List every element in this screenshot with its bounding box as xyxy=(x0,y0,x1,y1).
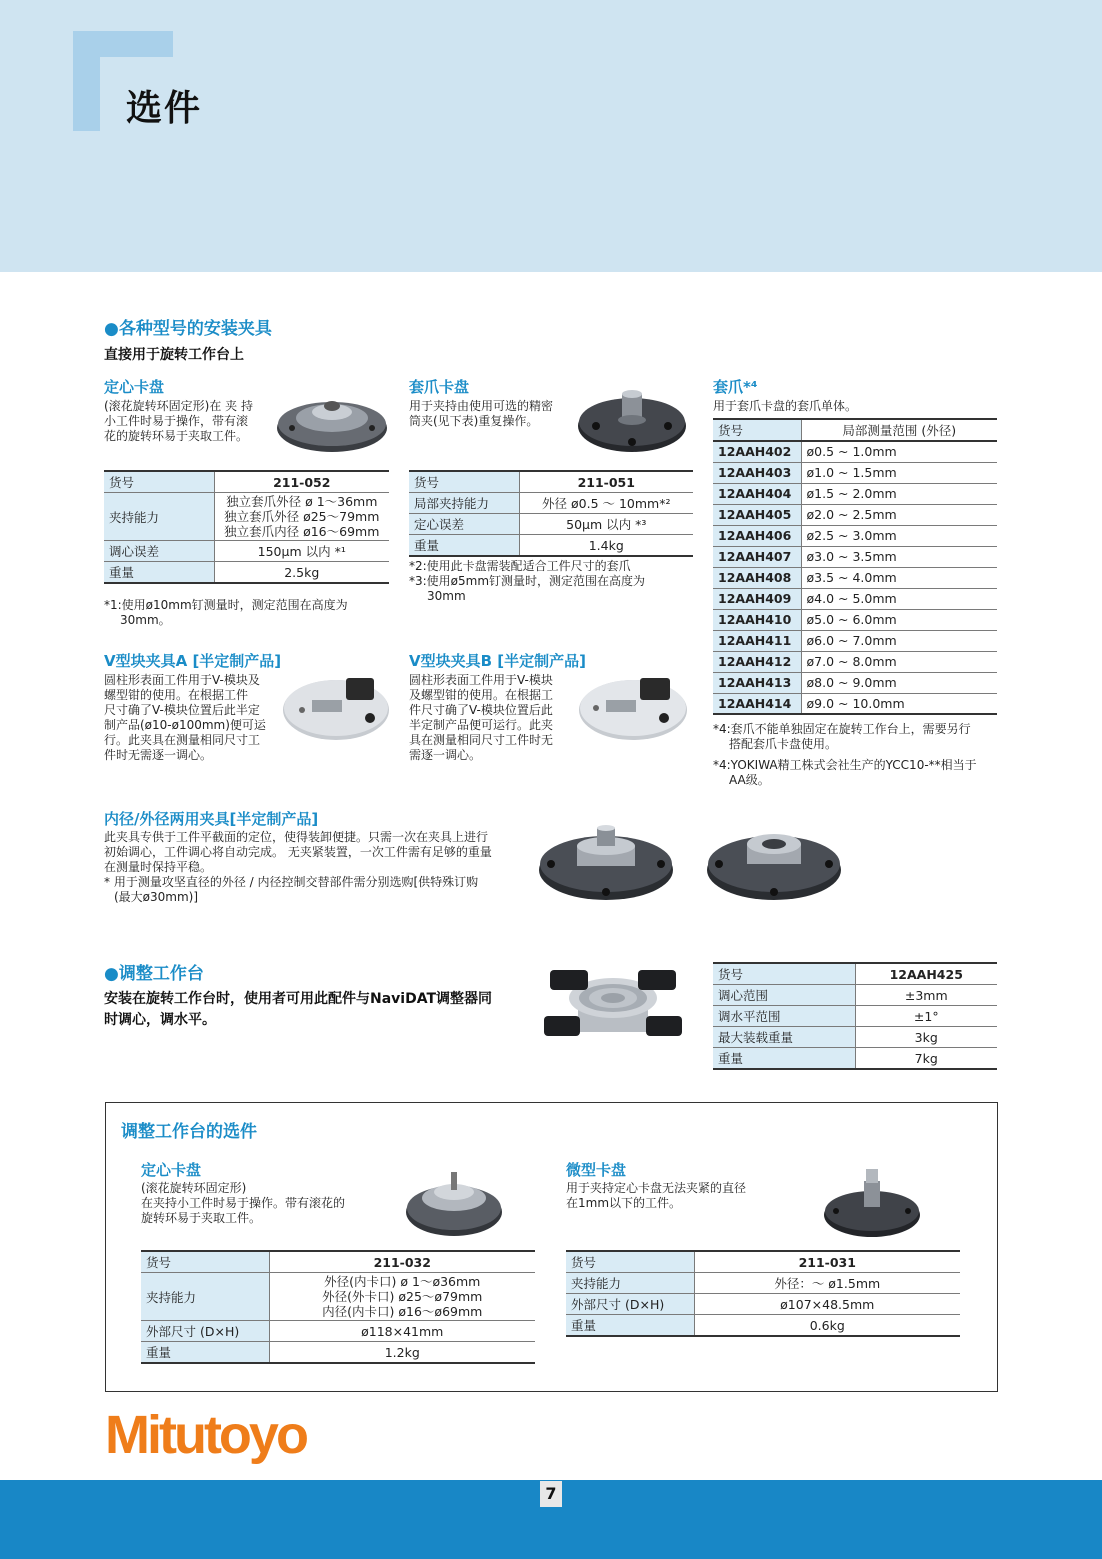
header-corner-mark-vertical xyxy=(73,31,100,131)
collet-row xyxy=(713,693,997,714)
product-code: 211-032 xyxy=(269,1251,535,1273)
collet-code: 12AAH408 xyxy=(713,567,801,588)
opt-centering-chuck-photo xyxy=(404,1168,504,1240)
collet-range: ø3.0 ~ 3.5mm xyxy=(801,546,997,567)
dual-jig-desc: 此夹具专供于工件平截面的定位，使得装卸便捷。只需一次在夹具上进行 初始调心，工件调心将自动完成。 无夹紧装置，一次工件需有足够的重量 在测量时保持平稳。 * 用于测量攻坚直径的外径 / 内径控制交替部件需分别选购[供特殊订购 (最大ø30mm)] xyxy=(104,830,492,904)
vblock-a-desc: 圆柱形表面工件用于V-模块及 螺型钳的使用。在根据工件 尺寸确了V-模块位置后此半定 制产品(ø10-ø100mm)便可运 行。此夹具在测量相同尺寸工 件时无需逐一调心。 xyxy=(104,673,266,762)
weight-value: 1.2kg xyxy=(269,1342,535,1364)
product-code: 211-052 xyxy=(214,471,389,493)
page-title: 选件 xyxy=(126,88,203,129)
collet-row xyxy=(713,672,997,693)
collet-row xyxy=(713,588,997,609)
mitutoyo-logo: Mitutoyo xyxy=(105,1405,306,1465)
collet-row xyxy=(713,525,997,546)
spec-value: ±3mm xyxy=(855,985,997,1006)
dual-jig-photo-2 xyxy=(705,820,843,902)
micro-chuck-desc: 用于夹持定心卡盘无法夹紧的直径 在1mm以下的工件。 xyxy=(566,1181,747,1210)
opt-centering-chuck-desc: (滚花旋转环固定形) 在夹持小工件时易于操作。带有滚花的 旋转环易于夹取工件。 xyxy=(141,1181,346,1225)
collet-code: 12AAH403 xyxy=(713,462,801,483)
collet-row xyxy=(713,441,997,462)
centering-chuck-photo xyxy=(274,388,390,456)
collet-code: 12AAH404 xyxy=(713,483,801,504)
collet-chuck-desc: 用于夹持由使用可选的精密 筒夹(见下表)重复操作。 xyxy=(409,399,554,428)
centering-chuck-note: *1:使用ø10mm钉测量时，测定范围在高度为 30mm。 xyxy=(104,598,348,627)
spec-label: 调心范围 xyxy=(713,985,855,1006)
grip-label: 夹持能力 xyxy=(141,1273,269,1321)
vblock-a-title: V型块夹具A [半定制产品] xyxy=(104,652,282,670)
centering-chuck-spec-table xyxy=(104,470,389,584)
collet-range: ø2.5 ~ 3.0mm xyxy=(801,525,997,546)
collet-code: 12AAH411 xyxy=(713,630,801,651)
center-error-label: 定心误差 xyxy=(409,514,519,535)
th-code: 货号 xyxy=(566,1251,694,1273)
leveling-table-photo xyxy=(538,960,688,1050)
collet-range: ø1.0 ~ 1.5mm xyxy=(801,462,997,483)
grip-label: 局部夹持能力 xyxy=(409,493,519,514)
collets-desc: 用于套爪卡盘的套爪单体。 xyxy=(713,399,858,413)
weight-label: 重量 xyxy=(141,1342,269,1364)
collets-table xyxy=(713,418,997,715)
grip-value: 外径 ø0.5 ～ 10mm*² xyxy=(519,493,693,514)
weight-value: 1.4kg xyxy=(519,535,693,557)
grip-value: 外径：～ ø1.5mm xyxy=(694,1273,960,1294)
collet-range: ø6.0 ~ 7.0mm xyxy=(801,630,997,651)
th-code: 货号 xyxy=(713,419,801,441)
collet-chuck-title: 套爪卡盘 xyxy=(409,378,470,396)
collet-code: 12AAH409 xyxy=(713,588,801,609)
collet-code: 12AAH406 xyxy=(713,525,801,546)
collet-row xyxy=(713,462,997,483)
spec-value: 3kg xyxy=(855,1027,997,1048)
weight-value: 0.6kg xyxy=(694,1315,960,1337)
collets-title: 套爪*⁴ xyxy=(713,378,758,396)
weight-label: 重量 xyxy=(104,562,214,584)
collet-range: ø0.5 ~ 1.0mm xyxy=(801,441,997,462)
centering-chuck-title: 定心卡盘 xyxy=(104,378,165,396)
options-box-title: 调整工作台的选件 xyxy=(121,1122,257,1142)
product-code: 211-051 xyxy=(519,471,693,493)
product-code: 211-031 xyxy=(694,1251,960,1273)
dimension-value: ø118×41mm xyxy=(269,1321,535,1342)
dual-jig-photo-1 xyxy=(537,820,675,902)
vblock-b-desc: 圆柱形表面工件用于V-模块 及螺型钳的使用。在根据工 件尺寸确了V-模块位置后此 半定制产品便可运行。此夹 具在测量相同尺寸工件时无 需逐一调心。 xyxy=(409,673,554,762)
grip-values: 外径(内卡口) ø 1～ø36mm 外径(外卡口) ø25～ø79mm 内径(内卡口) ø16～ø69mm xyxy=(269,1273,535,1321)
dual-jig-title: 内径/外径两用夹具[半定制产品] xyxy=(104,810,319,828)
page-number: 7 xyxy=(540,1481,562,1507)
section-title-jigs: ●各种型号的安装夹具 xyxy=(104,319,272,339)
section-subtitle-jigs: 直接用于旋转工作台上 xyxy=(104,347,244,363)
dimension-value: ø107×48.5mm xyxy=(694,1294,960,1315)
collet-range: ø4.0 ~ 5.0mm xyxy=(801,588,997,609)
collet-chuck-notes: *2:使用此卡盘需装配适合工件尺寸的套爪 *3:使用ø5mm钉测量时，测定范围在高度为 30mm xyxy=(409,559,646,603)
micro-chuck-title: 微型卡盘 xyxy=(566,1161,627,1179)
th-code: 货号 xyxy=(104,471,214,493)
dimension-label: 外部尺寸 (D×H) xyxy=(141,1321,269,1342)
th-code: 货号 xyxy=(141,1251,269,1273)
vblock-a-photo xyxy=(282,670,390,742)
weight-label: 重量 xyxy=(566,1315,694,1337)
collet-row xyxy=(713,651,997,672)
collet-row xyxy=(713,483,997,504)
collet-code: 12AAH405 xyxy=(713,504,801,525)
collet-range: ø7.0 ~ 8.0mm xyxy=(801,651,997,672)
grip-label: 夹持能力 xyxy=(566,1273,694,1294)
collets-notes: *4:套爪不能单独固定在旋转工作台上，需要另行 搭配套爪卡盘使用。 *4:YOKIWA精工株式会社生产的YCC10-**相当于 AA级。 xyxy=(713,722,977,787)
collet-range: ø1.5 ~ 2.0mm xyxy=(801,483,997,504)
center-error-label: 调心误差 xyxy=(104,541,214,562)
collet-row xyxy=(713,630,997,651)
collet-range: ø3.5 ~ 4.0mm xyxy=(801,567,997,588)
grip-label: 夹持能力 xyxy=(104,493,214,541)
section-title-leveling: ●调整工作台 xyxy=(104,964,204,984)
collet-code: 12AAH410 xyxy=(713,609,801,630)
micro-chuck-spec-table xyxy=(566,1250,960,1337)
product-code: 12AAH425 xyxy=(855,963,997,985)
center-error-value: 50μm 以内 *³ xyxy=(519,514,693,535)
opt-centering-chuck-title: 定心卡盘 xyxy=(141,1161,202,1179)
collet-row xyxy=(713,546,997,567)
collet-code: 12AAH407 xyxy=(713,546,801,567)
weight-value: 2.5kg xyxy=(214,562,389,584)
collet-row xyxy=(713,609,997,630)
collet-row xyxy=(713,567,997,588)
collet-code: 12AAH413 xyxy=(713,672,801,693)
spec-value: ±1° xyxy=(855,1006,997,1027)
leveling-table-spec xyxy=(713,962,997,1070)
spec-label: 重量 xyxy=(713,1048,855,1070)
grip-values: 独立套爪外径 ø 1～36mm 独立套爪外径 ø25～79mm 独立套爪内径 ø16～69mm xyxy=(214,493,389,541)
th-range: 局部测量范围 (外径) xyxy=(801,419,997,441)
weight-label: 重量 xyxy=(409,535,519,557)
collet-range: ø9.0 ~ 10.0mm xyxy=(801,693,997,714)
collet-range: ø5.0 ~ 6.0mm xyxy=(801,609,997,630)
th-code: 货号 xyxy=(713,963,855,985)
collet-row xyxy=(713,504,997,525)
spec-label: 最大装载重量 xyxy=(713,1027,855,1048)
collet-range: ø2.0 ~ 2.5mm xyxy=(801,504,997,525)
collet-code: 12AAH414 xyxy=(713,693,801,714)
collet-chuck-photo xyxy=(576,386,688,456)
vblock-b-title: V型块夹具B [半定制产品] xyxy=(409,652,586,670)
th-code: 货号 xyxy=(409,471,519,493)
spec-label: 调水平范围 xyxy=(713,1006,855,1027)
collet-chuck-spec-table xyxy=(409,470,693,557)
centering-chuck-desc: (滚花旋转环固定形)在 夹 持 小工件时易于操作，带有滚 花的旋转环易于夹取工件。 xyxy=(104,399,253,443)
collet-code: 12AAH402 xyxy=(713,441,801,462)
micro-chuck-photo xyxy=(822,1165,922,1241)
collet-code: 12AAH412 xyxy=(713,651,801,672)
vblock-b-photo xyxy=(578,670,688,742)
spec-value: 7kg xyxy=(855,1048,997,1070)
dimension-label: 外部尺寸 (D×H) xyxy=(566,1294,694,1315)
center-error-value: 150μm 以内 *¹ xyxy=(214,541,389,562)
opt-centering-chuck-spec-table xyxy=(141,1250,535,1364)
collet-range: ø8.0 ~ 9.0mm xyxy=(801,672,997,693)
leveling-desc: 安装在旋转工作台时，使用者可用此配件与NaviDAT调整器同 时调心，调水平。 xyxy=(104,991,493,1028)
